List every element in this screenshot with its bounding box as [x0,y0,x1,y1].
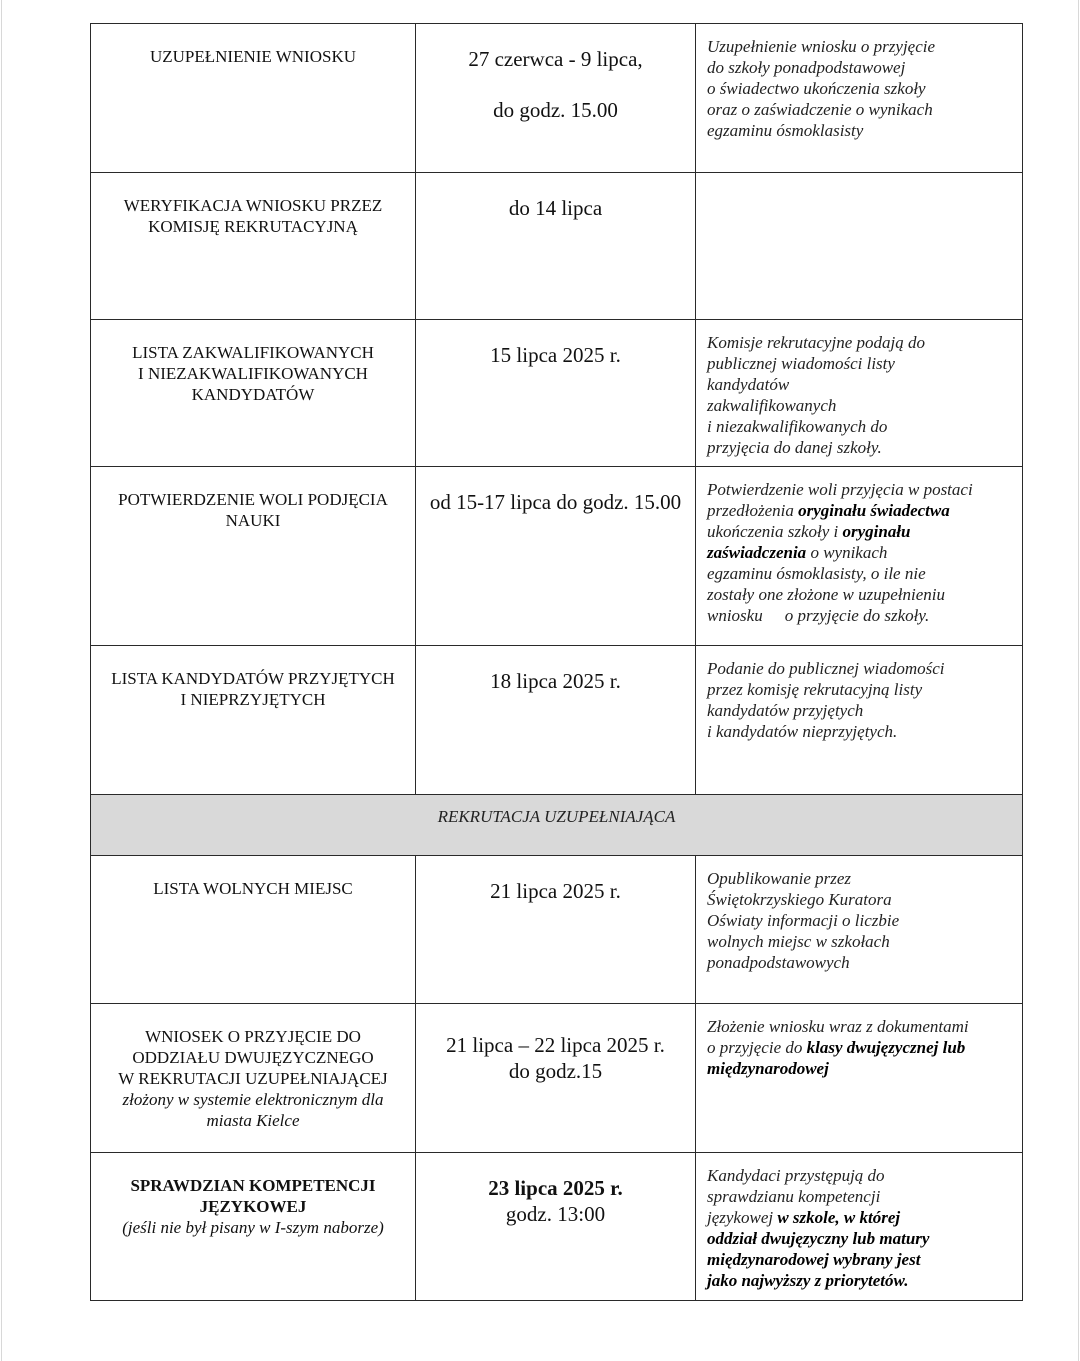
stage-cell [91,1004,416,1153]
description-cell [696,856,1023,1004]
date-text: 15 lipca 2025 r. [490,343,621,367]
stage-cell [91,173,416,320]
description-line: egzaminu ósmoklasisty, o ile nie [707,564,926,583]
description-line: Oświaty informacji o liczbie [707,911,900,930]
date-cell [416,1004,696,1153]
date-cell [416,646,696,795]
date-cell [416,856,696,1004]
stage-note: (jeśli nie był pisany w I-szym naborze) [122,1218,384,1237]
date-text: godz. 13:00 [505,1202,606,1226]
description-line: kandydatów przyjętych [707,701,864,720]
description-line: kandydatów [707,375,790,394]
date-cell [416,320,696,467]
stage-text: POTWIERDZENIE WOLI PODJĘCIA [118,490,388,509]
stage-note: złożony w systemie elektronicznym dla [122,1090,384,1109]
stage-cell [91,646,416,795]
description-line: przedłożenia [707,501,799,520]
stage-cell [91,1153,416,1301]
stage-text: ODDZIAŁU DWUJĘZYCZNEGO [132,1048,374,1067]
stage-text: WNIOSEK O PRZYJĘCIE DO [145,1027,361,1046]
date-text: 21 lipca – 22 lipca 2025 r. [446,1033,665,1057]
date-cell [416,1153,696,1301]
table-row [91,646,1023,795]
table-row [91,856,1023,1004]
recruitment-schedule-table [90,23,1023,1301]
date-text: 21 lipca 2025 r. [490,879,621,903]
stage-note: miasta Kielce [206,1111,300,1130]
date-text: do 14 lipca [508,196,603,220]
table-row [91,1153,1023,1301]
description-line: Kandydaci przystępują do [707,1166,885,1185]
description-line: publicznej wiadomości listy [707,354,895,373]
description-line: Potwierdzenie woli przyjęcia w postaci [707,480,973,499]
description-line: o świadectwo ukończenia szkoły [707,79,926,98]
description-line: Opublikowanie przez [707,869,852,888]
stage-text: UZUPEŁNIENIE WNIOSKU [149,47,357,66]
date-text: 23 lipca 2025 r. [488,1176,623,1200]
description-line: Podanie do publicznej wiadomości [707,659,945,678]
description-cell [696,646,1023,795]
section-header-row [91,795,1023,856]
description-line: językowej [707,1208,778,1227]
stage-text: LISTA ZAKWALIFIKOWANYCH [132,343,374,362]
description-emphasis: międzynarodowej [707,1059,829,1078]
description-cell [696,24,1023,173]
description-line: przyjęcia do danej szkoły. [707,438,882,457]
description-line: ponadpodstawowych [707,953,850,972]
description-line: sprawdzianu kompetencji [707,1187,881,1206]
description-line: ukończenia szkoły i [707,522,843,541]
description-cell [696,1004,1023,1153]
description-cell [696,467,1023,646]
description-emphasis: jako najwyższy z priorytetów. [707,1271,909,1290]
description-line: o przyjęcie do szkoły. [784,606,930,625]
stage-cell [91,467,416,646]
description-line: do szkoły ponadpodstawowej [707,58,906,77]
description-emphasis: oddział dwujęzyczny lub matury [707,1229,930,1248]
date-text: od 15-17 lipca do godz. 15.00 [429,490,682,514]
description-emphasis: międzynarodowej wybrany jest [707,1250,921,1269]
description-emphasis: oryginału [842,522,911,541]
date-text: do godz. 15.00 [493,98,618,122]
description-line: zostały one złożone w uzupełnieniu [707,585,945,604]
stage-text: NAUKI [225,511,281,530]
table-row [91,467,1023,646]
description-line: o przyjęcie do [707,1038,807,1057]
description-line: wniosku [707,606,763,625]
description-line: Komisje rekrutacyjne podają do [707,333,925,352]
stage-text: JĘZYKOWEJ [199,1197,307,1216]
section-header: REKRUTACJA UZUPEŁNIAJĄCA [91,795,1023,856]
description-cell [696,320,1023,467]
description-line: przez komisję rekrutacyjną listy [707,680,923,699]
table-row [91,1004,1023,1153]
description-line: egzaminu ósmoklasisty [707,121,864,140]
page-edge-left [1,0,2,1361]
stage-text: SPRAWDZIAN KOMPETENCJI [130,1176,376,1195]
table-row [91,24,1023,173]
date-cell [416,467,696,646]
stage-text: LISTA WOLNYCH MIEJSC [153,879,353,898]
description-emphasis: zaświadczenia [707,543,807,562]
stage-cell [91,320,416,467]
stage-cell [91,24,416,173]
description-line: wolnych miejsc w szkołach [707,932,890,951]
table-row [91,173,1023,320]
description-line: i kandydatów nieprzyjętych. [707,722,898,741]
description-cell [696,1153,1023,1301]
date-text: do godz.15 [508,1059,603,1083]
table-row [91,320,1023,467]
stage-text: I NIEPRZYJĘTYCH [180,690,326,709]
description-line: zakwalifikowanych [707,396,837,415]
date-text: 27 czerwca - 9 lipca, [468,47,643,71]
description-line: Złożenie wniosku wraz z dokumentami [707,1017,969,1036]
date-cell [416,24,696,173]
stage-cell [91,856,416,1004]
description-line: Świętokrzyskiego Kuratora [707,890,892,909]
description-emphasis: w szkole, w której [777,1208,901,1227]
stage-text: I NIEZAKWALIFIKOWANYCH [138,364,368,383]
description-line: oraz o zaświadczenie o wynikach [707,100,933,119]
stage-text: W REKRUTACJI UZUPEŁNIAJĄCEJ [118,1069,388,1088]
stage-text: KOMISJĘ REKRUTACYJNĄ [148,217,358,236]
description-line: i niezakwalifikowanych do [707,417,888,436]
date-text: 18 lipca 2025 r. [490,669,621,693]
description-emphasis: klasy dwujęzycznej lub [806,1038,966,1057]
stage-text: LISTA KANDYDATÓW PRZYJĘTYCH [111,669,395,688]
description-line: Uzupełnienie wniosku o przyjęcie [707,37,936,56]
description-cell [696,173,1023,320]
date-cell [416,173,696,320]
description-line: o wynikach [806,543,888,562]
description-emphasis: oryginału świadectwa [798,501,950,520]
stage-text: KANDYDATÓW [191,385,315,404]
stage-text: WERYFIKACJA WNIOSKU PRZEZ [123,196,383,215]
page-edge-right [1078,0,1079,1361]
